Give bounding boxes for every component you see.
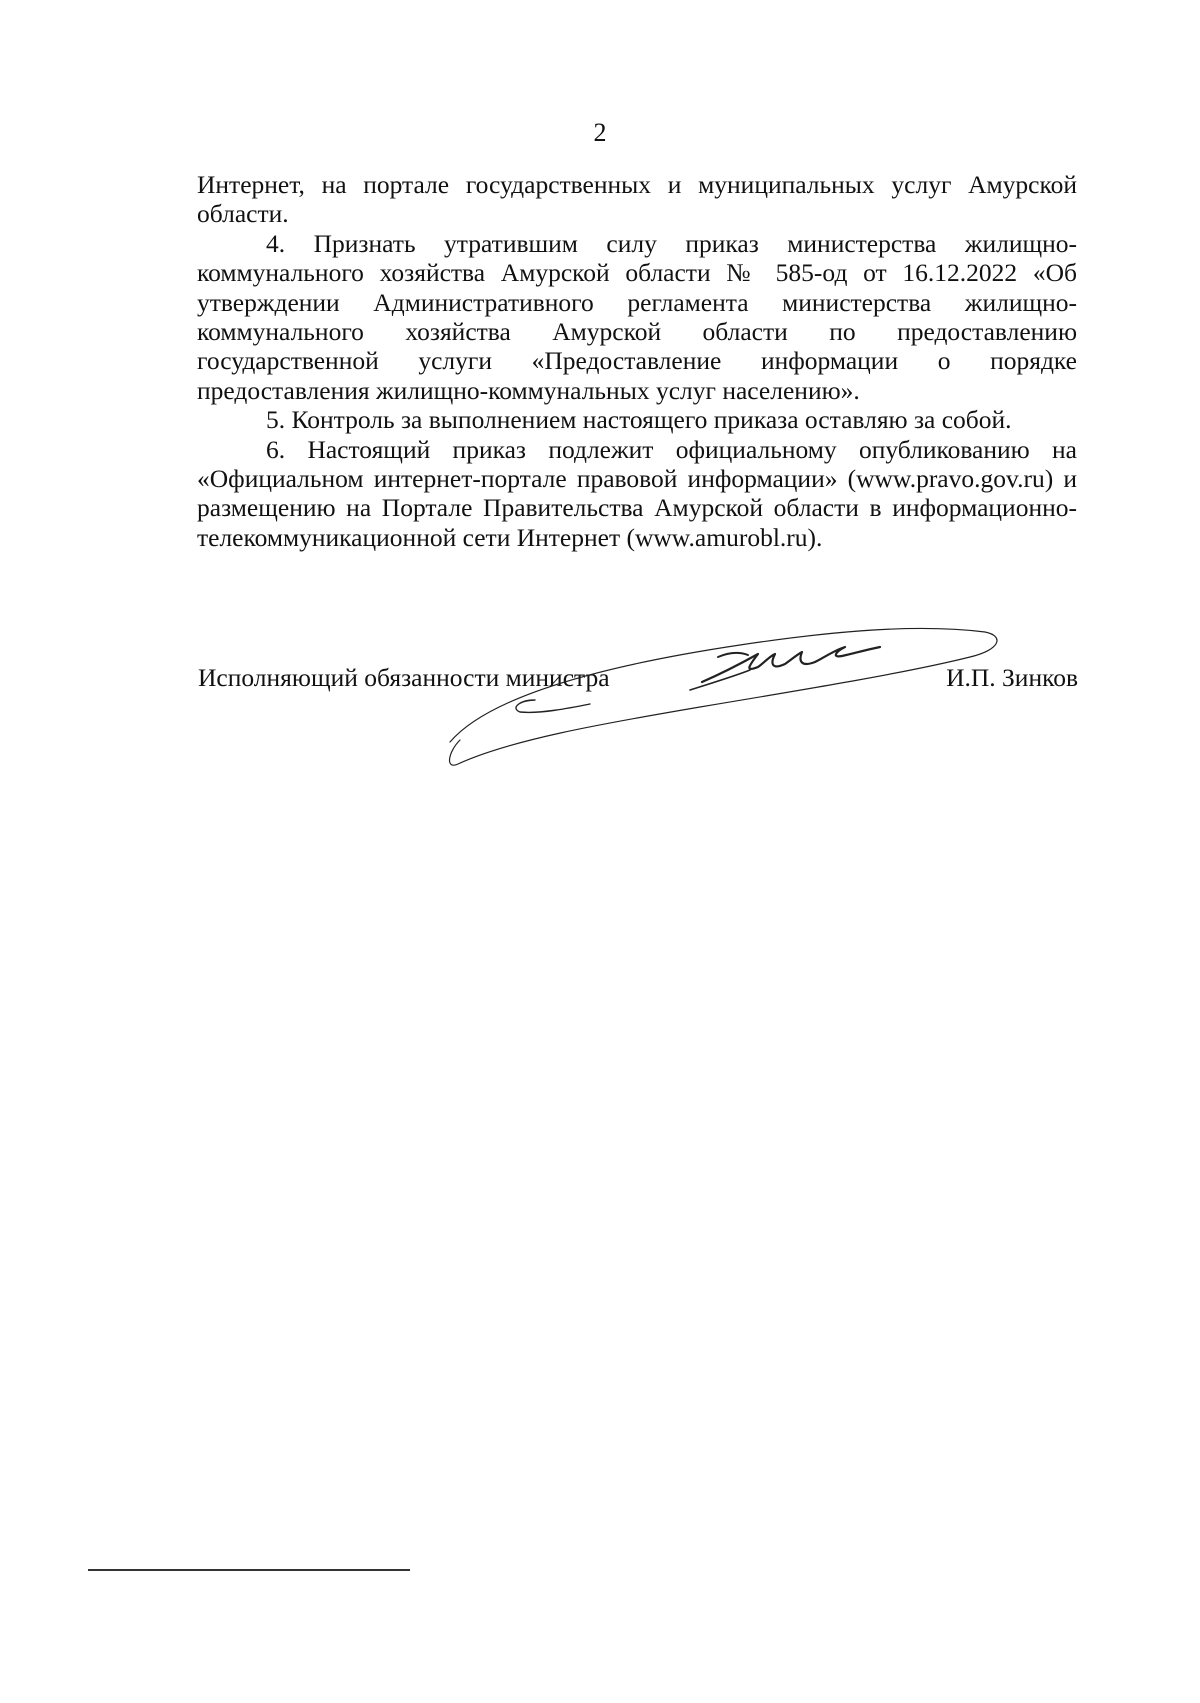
signer-name: И.П. Зинков: [946, 663, 1078, 692]
paragraph-item-4: 4. Признать утратившим силу приказ министерства жилищно-коммунального хозяйства Амурской области № 585-од от 16.12.2022 «Об утверждении Административного регламента министерства жилищно-коммунального хозяйства Амурской области по предоставлению государственной услуги «Предоставление информации о порядке предоставления жилищно-коммунальных услуг населению».: [197, 228, 1077, 405]
paragraph-item-5: 5. Контроль за выполнением настоящего приказа оставляю за собой.: [266, 405, 1012, 435]
signer-title: Исполняющий обязанности министра: [198, 663, 610, 692]
footer-divider: [88, 1569, 410, 1571]
paragraph-item-6: 6. Настоящий приказ подлежит официальному опубликованию на «Официальном интернет-портале правовой информации» (www.pravo.gov.ru) и размещению на Портале Правительства Амурской области в информационно-телекоммуникационной сети Интернет (www.amurobl.ru).: [197, 434, 1077, 552]
document-body: [197, 170, 1077, 552]
paragraph-continuation: Интернет, на портале государственных и муниципальных услуг Амурской области.: [197, 170, 1077, 229]
page-number: 2: [593, 118, 607, 147]
handwritten-signature: [440, 612, 1020, 772]
